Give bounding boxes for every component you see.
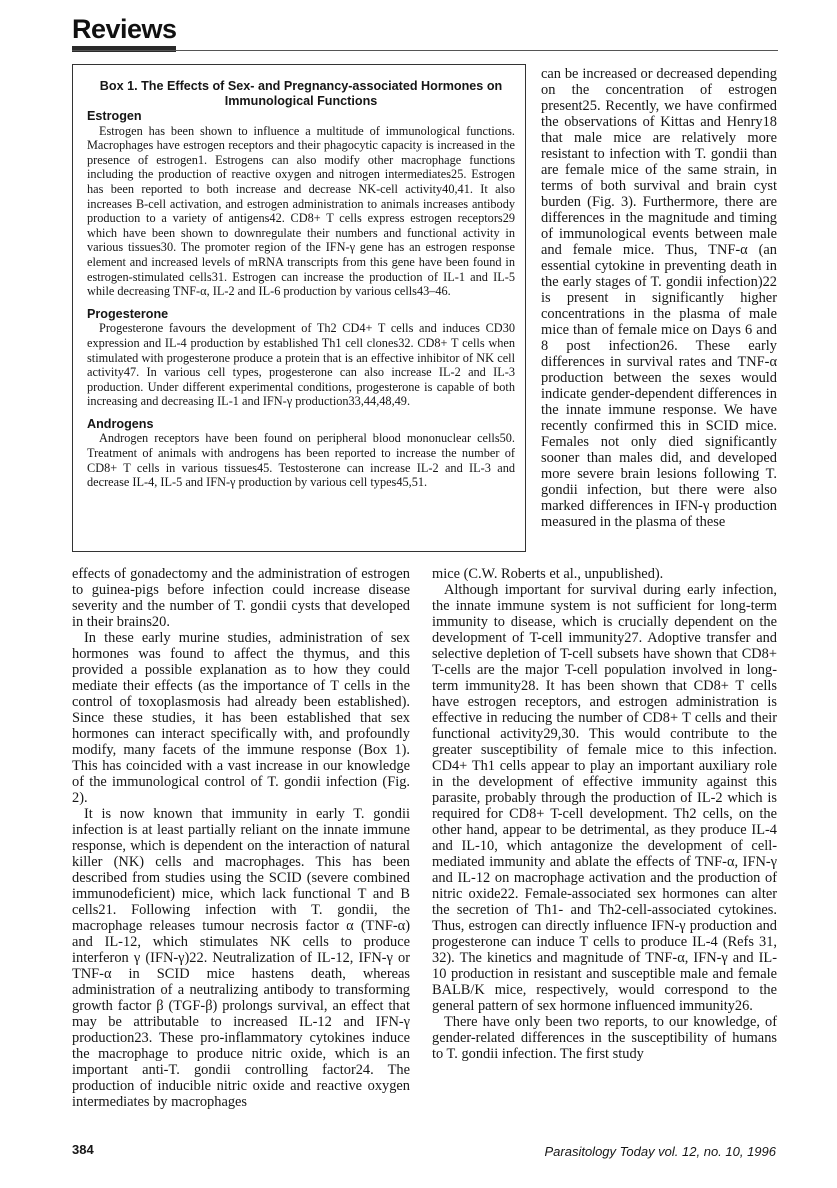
lower-right-paragraph-1: mice (C.W. Roberts et al., unpublished). (432, 566, 664, 582)
box-title: Box 1. The Effects of Sex- and Pregnancy-associated Hormones on Immunological Functions (99, 79, 503, 108)
left-paragraph-2: In these early murine studies, administration of sex hormones was found to affect the thymus, and this provided a possible explanation as to how they could mediate their effects (as the importance of T cells in the control of toxoplasmosis had already been established). Since these studies, it has been established that sex hormones can interact specifically with, and profoundly modify, many facets of the immune response (Box 1). This has coincided with a vast increase in our knowledge of the immunological control of T. gondii infection (Fig. 2). (72, 630, 410, 806)
lower-right-paragraph-3: There have only been two reports, to our knowledge, of gender-related differences in the susceptibility of humans to T. gondii infection. The first study (432, 1014, 777, 1062)
section-heading: Reviews (72, 14, 177, 44)
top-rule (72, 50, 778, 51)
left-paragraph-3: It is now known that immunity in early T. gondii infection is at least partially reliant on the innate immune response, which is dependent on the interaction of natural killer (NK) cells and macrophages. This has been described from studies using the SCID (severe combined immunodeficient) mice, which lack functional T and B cells21. Following infection with T. gondii, the macrophage releases tumour necrosis factor α (TNF-α) and IL-12, which stimulates NK cells to produce interferon γ (IFN-γ)22. Neutralization of IL-12, IFN-γ or TNF-α in SCID mice hastens death, whereas administration of a neutralizing antibody to transforming growth factor β (TGF-β) prolongs survival, an effect that may be attributable to increased IL-12 and IFN-γ production23. These pro-inflammatory cytokines induce the macrophage to produce nitric oxide, which is an important anti-T. gondii controlling factor24. The production of inducible nitric oxide and reactive oxygen intermediates by macrophages (72, 806, 410, 1110)
right-column-lower (432, 566, 777, 1062)
progesterone-text: Progesterone favours the development of Th2 CD4+ T cells and induces CD30 expression and IL-4 production by established Th1 cell clones32. CD8+ T cells when stimulated with progesterone produce a protein that is an effective inhibitor of NK cell activity47. In various cell types, progesterone can also increase IL-2 and IL-3 production. Under different experimental conditions, progesterone is capable of both increasing and decreasing IL-1 and IFN-γ production33,44,48,49. (87, 321, 515, 409)
lower-right-paragraph-2: Although important for survival during early infection, the innate immune system is not sufficient for long-term immunity to disease, which is crucially dependent on the development of T-cell immunity27. Adoptive transfer and selective depletion of T-cell subsets have shown that CD8+ T-cells are the major T-cell population involved in long-term immunity28. It has been shown that CD8+ T cells have estrogen receptors, and estrogen administration is effective in reducing the number of CD8+ T cells and their functional activity29,30. This would contribute to the greater susceptibility of female mice to this infection. CD4+ Th1 cells appear to play an important auxiliary role in the development of effective immunity against this parasite, probably through the production of IL-2 which is required for CD8+ T-cell development. Th2 cells, on the other hand, appear to be detrimental, as they produce IL-4 and IL-10, which antagonize the development of cell-mediated immunity and ablate the effects of TNF-α, IFN-γ and IL-12 on macrophage activation and the production of nitric oxide22. Female-associated sex hormones can alter the secretion of Th1- and Th2-cell-associated cytokines. Thus, estrogen can directly influence IFN-γ production and progesterone can induce T cells to produce IL-4 (Refs 31, 32). The kinetics and magnitude of TNF-α, IFN-γ and IL-10 production in resistant and susceptible male and female BALB/K mice, respectively, would correspond to the general pattern of sex hormone influenced immunity26. (432, 582, 777, 1014)
progesterone-heading: Progesterone (87, 306, 169, 321)
section-heading-bar (72, 46, 176, 52)
right-paragraph: can be increased or decreased depending on the concentration of estrogen present25. Recently, we have confirmed the observations of Kittas and Henry18 that male mice are relatively more resistant to infection with T. gondii than are female mice of the same strain, in terms of both survival and brain cyst burden (Fig. 3). Furthermore, there are differences in the magnitude and timing of immunological events between male and female mice. Thus, TNF-α (an essential cytokine in preventing death in the early stages of T. gondii infection)22 is present in significantly higher concentrations in the plasma of male mice than of female mice on Days 6 and 8 post infection26. These early differences in survival rates and TNF-α production between the sexes would indicate gender-dependent differences in the innate immune response. We have recently confirmed this in SCID mice. Females not only died significantly sooner than males did, and developed more severe brain lesions following T. gondii infection, but there were also marked differences in IFN-γ production measured in the plasma of these (541, 66, 777, 530)
androgens-text: Androgen receptors have been found on peripheral blood mononuclear cells50. Treatment of animals with androgens has been reported to increase the number of CD8+ T cells in various tissues45. Testosterone can increase IL-2 and IL-3 and decrease IL-4, IL-5 and IFN-γ production by various cell types45,51. (87, 431, 515, 490)
box-1 (72, 64, 526, 552)
page-number: 384 (72, 1142, 94, 1157)
estrogen-heading: Estrogen (87, 109, 142, 123)
journal-citation: Parasitology Today vol. 12, no. 10, 1996 (544, 1144, 776, 1159)
estrogen-text: Estrogen has been shown to influence a multitude of immunological functions. Macrophages have estrogen receptors and their phagocytic capacity is increased in the presence of estrogen1. Estrogens can also modify other macrophage functions including the production of reactive oxygen and nitrogen intermediates25. Estrogen has been reported to both increase and decrease NK-cell activity40,41. It also increases B-cell activation, and estrogen administration to animals increases antibody production to a variety of antigens42. CD8+ T cells express estrogen receptors29 which have been shown to downregulate their numbers and functional activity in various tissues30. The promoter region of the IFN-γ gene has an estrogen response element and increased levels of mRNA transcripts from this gene have been found in estrogen-stimulated cells31. Estrogen can increase the production of IL-1 and IL-5 while decreasing TNF-α, IL-2 and IL-6 production by various cells43–46. (87, 123, 515, 299)
androgens-heading: Androgens (87, 416, 154, 431)
left-column (72, 566, 410, 1110)
right-column-upper (541, 66, 777, 530)
left-paragraph-1: effects of gonadectomy and the administration of estrogen to guinea-pigs before infection could increase disease severity and the number of T. gondii cysts that developed in their brains20. (72, 566, 410, 630)
